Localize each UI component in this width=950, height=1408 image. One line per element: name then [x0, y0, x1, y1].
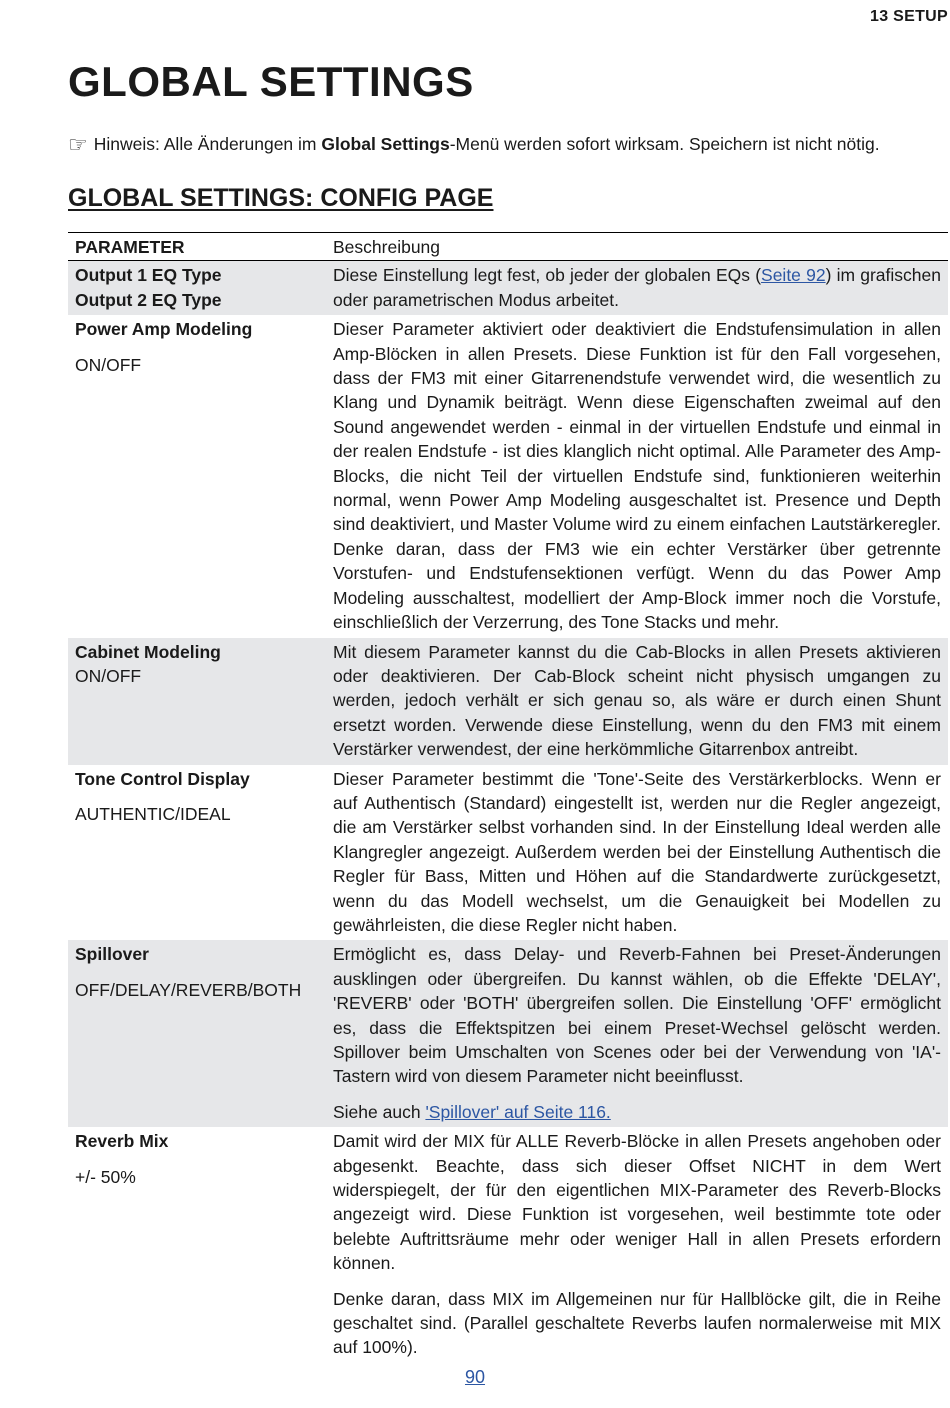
section-header: 13 SETUP — [870, 8, 948, 25]
header-parameter: PARAMETER — [68, 233, 326, 261]
description-cell — [326, 638, 948, 765]
pointing-hand-icon: ☞ — [68, 132, 88, 157]
table-row-cabinet-modeling — [68, 638, 948, 765]
table-row-tone-control-display — [68, 765, 948, 941]
param-cell — [68, 765, 326, 941]
param-values: +/- 50% — [75, 1166, 136, 1187]
param-name: Tone Control Display — [75, 768, 250, 789]
table-row-output-eq-type — [68, 261, 948, 315]
description-text: Mit diesem Parameter kannst du die Cab-Blocks in allen Presets aktivieren oder deaktivieren. Der Cab-Block scheint nicht physisch umgangen zu werden, jedoch verhält er sich genau so, als wäre er durch einen Shunt ersetzt worden. Verwende diese Einstellung, wenn du den FM3 mit einem Verstärker verwendest, der eine herkömmliche Gitarrenbox antreibt. — [333, 641, 941, 760]
table-row-spillover — [68, 940, 948, 1127]
description-cell — [326, 765, 948, 941]
param-cell — [68, 940, 326, 1127]
description-cell — [326, 940, 948, 1127]
table-header-row — [68, 233, 948, 261]
see-also: Siehe auch 'Spillover' auf Seite 116. — [333, 1101, 611, 1122]
description-cell — [326, 315, 948, 637]
param-cell — [68, 638, 326, 765]
note-suffix: -Menü werden sofort wirksam. Speichern ist nicht nötig. — [449, 134, 880, 154]
param-name: Output 1 EQ Type — [75, 265, 222, 286]
table-row-reverb-mix — [68, 1127, 948, 1363]
description-text: Ermöglicht es, dass Delay- und Reverb-Fahnen bei Preset-Änderungen ausklingen oder übergreifen. Du kannst wählen, ob die Effekte 'DELAY', 'REVERB' oder 'BOTH' übergreifen sollen. Die Einstellung 'OFF' ermöglicht es, dass die Effektspitzen bei einem Preset-Wechsel gelöscht werden. Spillover beim Umschalten von Scenes oder bei der Verwendung von 'IA'-Tastern wird von diesem Parameter nicht beeinflusst. — [333, 944, 941, 1087]
description-text: Denke daran, dass MIX im Allgemeinen nur für Hallblöcke gilt, die in Reihe geschaltet sind. (Parallel geschaltete Reverbs laufen normalerweise mit MIX auf 100%). — [333, 1288, 941, 1358]
spillover-link[interactable]: 'Spillover' auf Seite 116. — [425, 1101, 611, 1122]
description-text: Damit wird der MIX für ALLE Reverb-Blöcke in allen Presets angehoben oder abgesenkt. Beachte, dass sich dieser Offset NICHT in dem Wert widerspiegelt, der für den eigentlichen MIX-Parameter des Reverb-Blocks angezeigt wird. Diese Funktion ist vorgesehen, weil bestimmte tote oder belebte Auftrittsräume mehr oder weniger Hall in allen Presets erfordern können. — [333, 1131, 941, 1274]
description-cell — [326, 261, 948, 315]
param-values: OFF/DELAY/REVERB/BOTH — [75, 979, 302, 1000]
table-row-power-amp-modeling — [68, 315, 948, 637]
param-name: Reverb Mix — [75, 1131, 169, 1152]
page-link[interactable]: Seite 92 — [761, 265, 826, 286]
param-name: Cabinet Modeling — [75, 641, 221, 662]
header-description: Beschreibung — [326, 233, 948, 261]
param-name: Power Amp Modeling — [75, 319, 253, 340]
param-values: ON/OFF — [75, 354, 142, 375]
description-text: Dieser Parameter bestimmt die 'Tone'-Seite des Verstärkerblocks. Wenn er auf Authentisch (Standard) eingestellt ist, werden nur die Regler angezeigt, die am Verstärker selbst vorhanden sind. In der Einstellung Ideal werden alle Klangregler angezeigt. Außerdem werden bei der Einstellung Authentisch die Regler für Bass, Mitten und Höhen auf die Standardwerte zurückgesetzt, wenn du das Modell wechselst, um die Genauigkeit bei Modellen zu gewährleisten, die diese Regler nicht haben. — [333, 768, 941, 935]
param-cell — [68, 261, 326, 315]
section-subtitle: GLOBAL SETTINGS: CONFIG PAGE — [68, 184, 494, 212]
param-values: AUTHENTIC/IDEAL — [75, 803, 231, 824]
note — [68, 132, 880, 158]
parameter-table — [68, 232, 948, 1363]
param-name: Output 2 EQ Type — [75, 289, 222, 310]
param-name: Spillover — [75, 944, 149, 965]
param-cell — [68, 315, 326, 637]
page-title: GLOBAL SETTINGS — [68, 58, 474, 105]
description-text: Dieser Parameter aktiviert oder deaktiviert die Endstufensimulation in allen Amp-Blöcken in allen Presets. Diese Funktion ist für den Fall vorgesehen, dass der FM3 mit einer Gitarrenendstufe verwendet wird, die wesentlich zu Klang und Dynamik beiträgt. Wenn diese Eigenschaften zweimal auf den Sound angewendet werden - einmal in der virtuellen Endstufe und einmal in der realen Endstufe - ist dies klanglich nicht optimal. Alle Parameter des Amp-Blocks, die nicht Teil der virtuellen Endstufe sind, funktionieren weiterhin normal, wenn Power Amp Modeling ausgeschaltet ist. Presence und Depth sind deaktiviert, und Master Volume wird zu einem einfachen Lautstärkeregler. Denke daran, dass der FM3 wie ein echter Verstärker über getrennte Vorstufen- und Endstufensektionen verfügt. Wenn du das Power Amp Modeling ausschaltest, modelliert der Amp-Block immer noch die Vorstufe, einschließlich der Verzerrung, des Tone Stacks und mehr. — [333, 319, 941, 633]
description-cell — [326, 1127, 948, 1363]
param-values: ON/OFF — [75, 665, 142, 686]
description-text: Diese Einstellung legt fest, ob jeder der globalen EQs (Seite 92) im grafischen oder parametrischen Modus arbeitet. — [333, 265, 941, 310]
note-bold: Global Settings — [321, 134, 450, 154]
page-number[interactable]: 90 — [464, 1367, 486, 1387]
note-prefix: Hinweis: Alle Änderungen im — [93, 134, 322, 154]
param-cell — [68, 1127, 326, 1363]
